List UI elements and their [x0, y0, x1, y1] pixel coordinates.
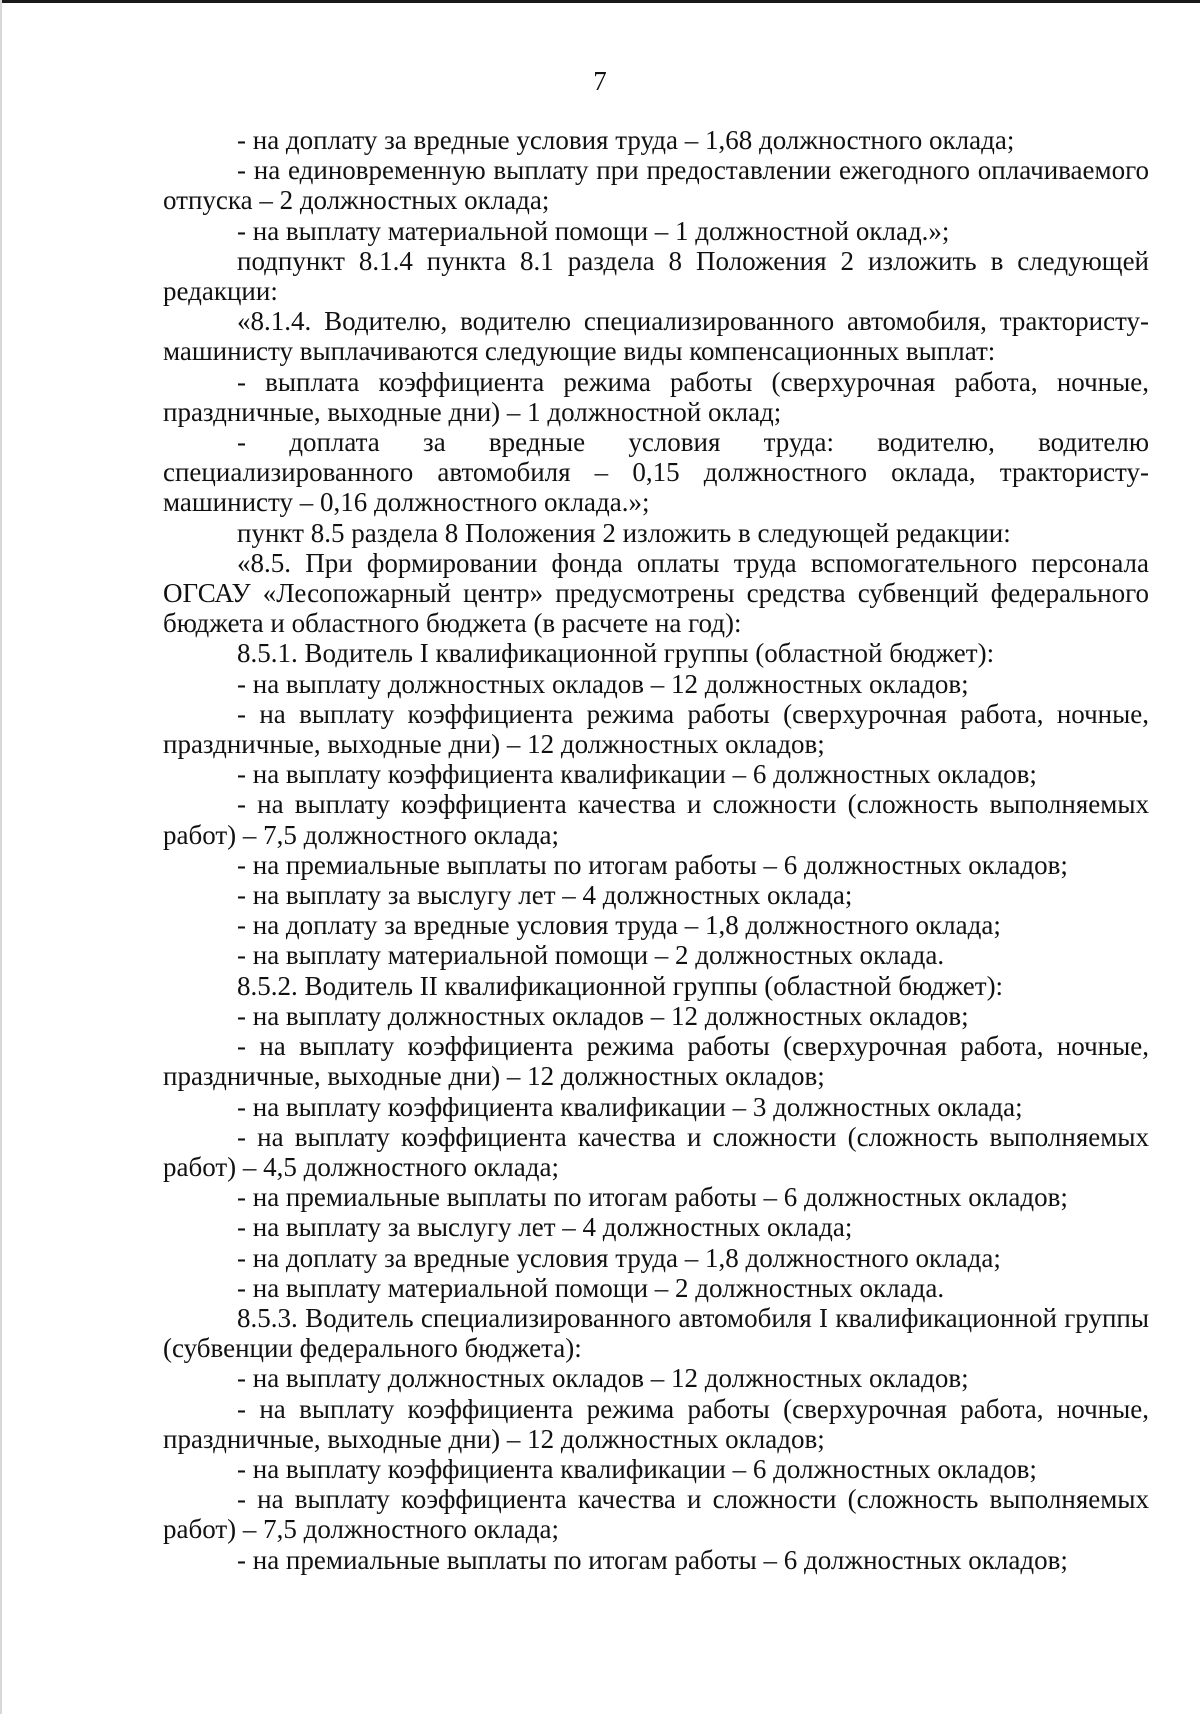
document-body	[163, 125, 1149, 1575]
paragraph: - на выплату коэффициента режима работы (сверхурочная работа, ночные, праздничные, выходные дни) – 12 должностных окладов;	[163, 698, 1149, 760]
paragraph: - на доплату за вредные условия труда – 1,8 должностного оклада;	[237, 1242, 1001, 1273]
paragraph: - на выплату коэффициента режима работы (сверхурочная работа, ночные, праздничные, выходные дни) – 12 должностных окладов;	[163, 1031, 1149, 1092]
page-number: 7	[593, 66, 607, 96]
paragraph: - на выплату материальной помощи – 1 должностной оклад.»;	[237, 215, 950, 246]
paragraph: - на выплату коэффициента качества и сложности (сложность выполняемых работ) – 7,5 должностного оклада;	[163, 1484, 1149, 1545]
paragraph: - на выплату должностных окладов – 12 должностных окладов;	[237, 1000, 969, 1031]
paragraph: - на выплату материальной помощи – 2 должностных оклада.	[237, 1272, 945, 1303]
paragraph: - на выплату коэффициента качества и сложности (сложность выполняемых работ) – 7,5 должностного оклада;	[163, 789, 1149, 850]
scan-edge-left	[0, 0, 2, 1714]
paragraph: - на выплату за выслугу лет – 4 должностных оклада;	[237, 880, 853, 911]
paragraph: «8.5. При формировании фонда оплаты труда вспомогательного персонала ОГСАУ «Лесопожарный центр» предусмотрены средства субвенций федерального бюджета и областного бюджета (в расчете на год):	[163, 547, 1149, 639]
paragraph: - на выплату коэффициента качества и сложности (сложность выполняемых работ) – 4,5 должностного оклада;	[163, 1121, 1149, 1182]
paragraph: - на выплату должностных окладов – 12 должностных окладов;	[237, 668, 969, 699]
paragraph: - доплата за вредные условия труда: водителю, водителю специализированного автомобиля – 0,15 должностного оклада, трактористу-машинисту – 0,16 должностного оклада.»;	[163, 427, 1149, 518]
paragraph: - на премиальные выплаты по итогам работы – 6 должностных окладов;	[237, 849, 1068, 880]
paragraph: подпункт 8.1.4 пункта 8.1 раздела 8 Положения 2 изложить в следующей редакции:	[163, 245, 1149, 307]
paragraph: - на выплату должностных окладов – 12 должностных окладов;	[237, 1363, 969, 1394]
paragraph: - на премиальные выплаты по итогам работы – 6 должностных окладов;	[237, 1544, 1068, 1575]
paragraph: - на выплату коэффициента квалификации – 6 должностных окладов;	[237, 1453, 1037, 1484]
paragraph: - на доплату за вредные условия труда – 1,68 должностного оклада;	[237, 125, 1015, 155]
paragraph: 8.5.1. Водитель I квалификационной группы (областной бюджет):	[237, 638, 995, 669]
paragraph: - на премиальные выплаты по итогам работы – 6 должностных окладов;	[237, 1182, 1068, 1213]
paragraph: - на выплату коэффициента квалификации – 3 должностных оклада;	[237, 1091, 1023, 1122]
paragraph: 8.5.2. Водитель II квалификационной группы (областной бюджет):	[237, 970, 1004, 1001]
paragraph: - на выплату коэффициента квалификации – 6 должностных окладов;	[237, 759, 1037, 790]
paragraph: 8.5.3. Водитель специализированного автомобиля I квалификационной группы (субвенции федерального бюджета):	[163, 1302, 1149, 1364]
paragraph: «8.1.4. Водителю, водителю специализированного автомобиля, трактористу-машинисту выплачиваются следующие виды компенсационных выплат:	[163, 306, 1149, 367]
paragraph: пункт 8.5 раздела 8 Положения 2 изложить в следующей редакции:	[237, 517, 1011, 548]
paragraph: - на выплату за выслугу лет – 4 должностных оклада;	[237, 1212, 853, 1243]
scan-edge-top	[0, 0, 1200, 3]
paragraph: - на единовременную выплату при предоставлении ежегодного оплачиваемого отпуска – 2 должностных оклада;	[163, 155, 1149, 216]
paragraph: - на выплату коэффициента режима работы (сверхурочная работа, ночные, праздничные, выходные дни) – 12 должностных окладов;	[163, 1393, 1149, 1454]
paragraph: - на выплату материальной помощи – 2 должностных оклада.	[237, 940, 945, 971]
paragraph: - на доплату за вредные условия труда – 1,8 должностного оклада;	[237, 910, 1001, 941]
paragraph: - выплата коэффициента режима работы (сверхурочная работа, ночные, праздничные, выходные дни) – 1 должностной оклад;	[163, 366, 1149, 427]
